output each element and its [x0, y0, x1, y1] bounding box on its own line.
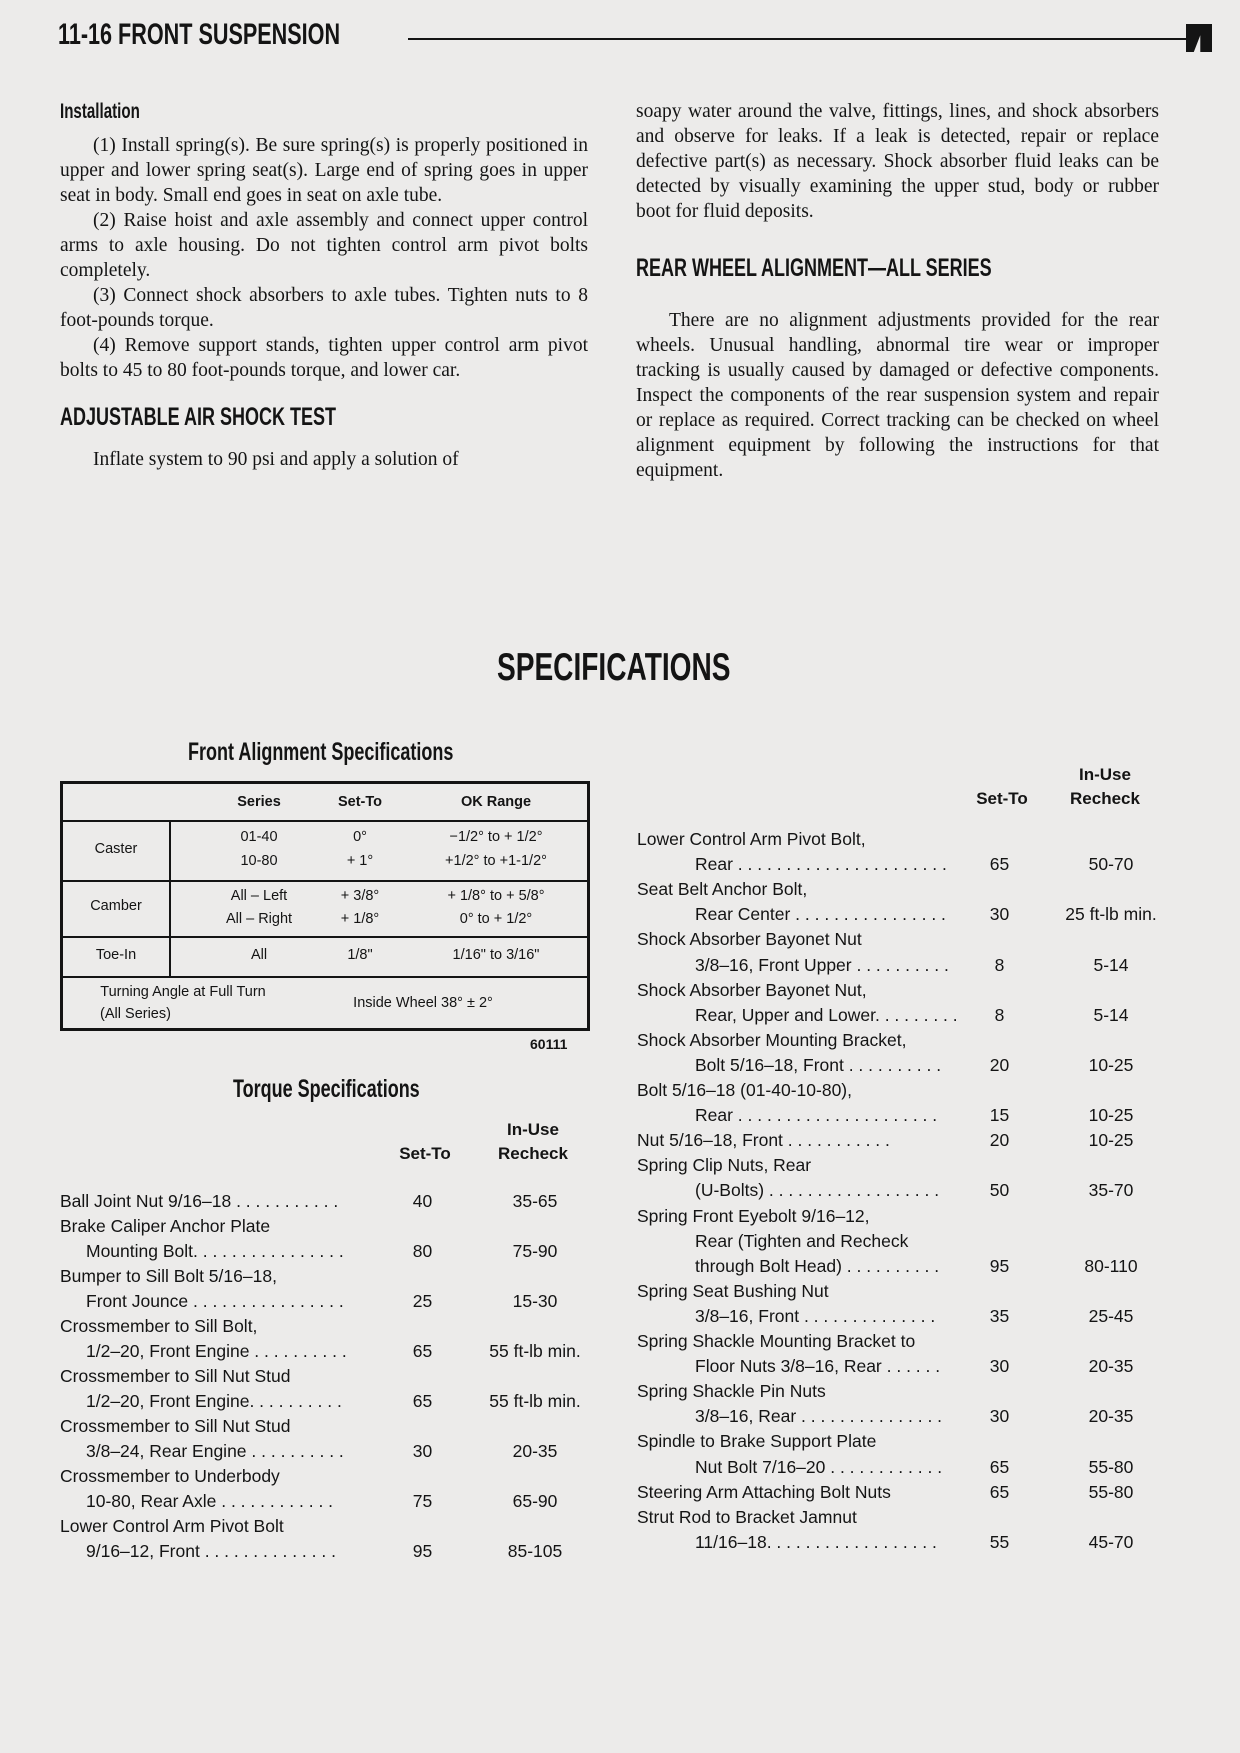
torque-title: Torque Specifications	[233, 1075, 420, 1103]
toe-in-label: Toe-In	[95, 947, 137, 963]
torque-set-to-value: 15	[989, 1105, 1010, 1126]
table-rule	[63, 880, 587, 882]
torque-item-label: Spring Shackle Mounting Bracket to	[637, 1331, 916, 1351]
torque-item-label: Shock Absorber Mounting Bracket,	[637, 1029, 907, 1050]
col-header-ok-range: OK Range	[460, 794, 532, 810]
torque-set-to-value: 65	[989, 1456, 1010, 1477]
torque-recheck-value: 25-45	[1088, 1305, 1134, 1326]
rear-alignment-heading: REAR WHEEL ALIGNMENT—ALL SERIES	[636, 254, 992, 282]
caster-range-2: +1/2° to +1-1/2°	[445, 853, 547, 869]
torque-set-to-value: 8	[994, 1004, 1005, 1025]
left-header-recheck: Recheck	[498, 1144, 568, 1163]
camber-series-2: All – Right	[225, 911, 293, 927]
torque-item-label: Crossmember to Sill Nut Stud	[60, 1366, 291, 1386]
torque-item-label: Lower Control Arm Pivot Bolt,	[637, 829, 866, 849]
torque-item-label: 1/2–20, Front Engine. . . . . . . . . .	[86, 1391, 342, 1411]
torque-item-label: Rear . . . . . . . . . . . . . . . . . . . . .	[695, 1105, 938, 1126]
torque-recheck-value: 85-105	[507, 1541, 563, 1561]
torque-item-label: Shock Absorber Bayonet Nut	[637, 929, 862, 950]
torque-recheck-value: 35-65	[512, 1191, 558, 1211]
turning-angle-label: Turning Angle at Full Turn	[100, 984, 266, 1000]
camber-series-1: All – Left	[230, 888, 288, 904]
torque-recheck-value: 10-25	[1088, 1105, 1134, 1126]
torque-item-label: Crossmember to Sill Bolt,	[60, 1316, 258, 1336]
torque-item-label: Floor Nuts 3/8–16, Rear . . . . . .	[695, 1356, 941, 1377]
torque-recheck-value: 55 ft-lb min.	[489, 1391, 581, 1411]
right-header-in-use: In-Use	[1079, 765, 1131, 784]
torque-item-label: Seat Belt Anchor Bolt,	[637, 879, 808, 900]
torque-item-label: Rear . . . . . . . . . . . . . . . . . . . . . .	[695, 854, 947, 875]
torque-set-to-value: 35	[989, 1305, 1010, 1326]
front-alignment-title: Front Alignment Specifications	[188, 738, 454, 766]
air-shock-paragraph: Inflate system to 90 psi and apply a solution of	[93, 449, 459, 470]
torque-recheck-value: 45-70	[1088, 1531, 1134, 1552]
torque-set-to-value: 80	[412, 1241, 433, 1261]
torque-item-label: Spring Shackle Pin Nuts	[637, 1381, 826, 1402]
page-title: 11-16 FRONT SUSPENSION	[58, 18, 341, 51]
torque-set-to-value: 65	[989, 854, 1010, 875]
torque-recheck-value: 20-35	[1088, 1406, 1134, 1427]
torque-item-label: Lower Control Arm Pivot Bolt	[60, 1516, 284, 1536]
torque-item-label: Bolt 5/16–18 (01-40-10-80),	[637, 1080, 852, 1100]
torque-item-label: Rear Center . . . . . . . . . . . . . . . .	[695, 904, 946, 925]
table-rule	[63, 976, 587, 978]
table-rule	[169, 822, 171, 978]
left-header-in-use: In-Use	[507, 1120, 559, 1139]
camber-label: Camber	[90, 898, 142, 914]
torque-item-label: Spring Seat Bushing Nut	[637, 1280, 829, 1301]
header-rule	[408, 38, 1186, 40]
torque-item-label: 3/8–16, Front . . . . . . . . . . . . . .	[695, 1305, 936, 1326]
torque-recheck-value: 5-14	[1093, 954, 1129, 975]
torque-item-label: 11/16–18. . . . . . . . . . . . . . . . . .	[695, 1531, 937, 1552]
torque-item-label: through Bolt Head) . . . . . . . . . .	[695, 1255, 940, 1276]
installation-step-1: (1) Install spring(s). Be sure spring(s) is properly positioned in upper and lower spring seat(s). Large end of spring goes in upper seat in body. Small end goes in seat on axle tube.	[60, 135, 588, 206]
air-shock-heading: ADJUSTABLE AIR SHOCK TEST	[60, 403, 337, 431]
front-alignment-table	[60, 781, 590, 1031]
torque-set-to-value: 55	[989, 1531, 1010, 1552]
torque-recheck-value: 5-14	[1093, 1004, 1129, 1025]
torque-set-to-value: 20	[989, 1054, 1010, 1075]
turning-angle-series: (All Series)	[100, 1006, 171, 1022]
page-header	[58, 18, 1158, 58]
rear-alignment-paragraph: There are no alignment adjustments provided for the rear wheels. Unusual handling, abnormal tire wear or improper tracking is usually caused by damaged or defective components. Inspect the components of the rear suspension system and repair or replace as required. Correct tracking can be checked on wheel alignment equipment by following the instructions for that equipment.	[636, 310, 1159, 481]
torque-item-label: Brake Caliper Anchor Plate	[60, 1216, 271, 1236]
torque-recheck-value: 35-70	[1088, 1180, 1134, 1201]
left-header-set-to: Set-To	[399, 1144, 451, 1163]
torque-item-label: Front Jounce . . . . . . . . . . . . . . . .	[86, 1291, 344, 1311]
torque-set-to-value: 75	[412, 1491, 433, 1511]
torque-set-to-value: 50	[989, 1180, 1010, 1201]
figure-code: 60111	[530, 1036, 568, 1052]
turning-angle-value: Inside Wheel 38° ± 2°	[353, 995, 493, 1011]
torque-recheck-value: 80-110	[1084, 1255, 1138, 1276]
torque-item-label: 9/16–12, Front . . . . . . . . . . . . . .	[86, 1541, 336, 1561]
caster-label: Caster	[94, 841, 138, 857]
torque-item-label: 3/8–16, Rear . . . . . . . . . . . . . . .	[695, 1406, 943, 1427]
torque-recheck-value: 65-90	[512, 1491, 558, 1511]
col-header-set-to: Set-To	[337, 794, 383, 810]
torque-item-label: Spindle to Brake Support Plate	[637, 1431, 877, 1452]
right-header-set-to: Set-To	[976, 789, 1028, 808]
toe-in-range: 1/16" to 3/16"	[452, 947, 540, 963]
torque-recheck-value: 55 ft-lb min.	[489, 1341, 581, 1361]
torque-item-label: Rear, Upper and Lower. . . . . . . . .	[695, 1004, 958, 1025]
caster-series-2: 10-80	[240, 853, 278, 869]
caster-set-to-2: + 1°	[346, 853, 374, 869]
torque-item-label: Nut Bolt 7/16–20 . . . . . . . . . . . .	[695, 1456, 943, 1477]
torque-set-to-value: 95	[412, 1541, 433, 1561]
section-mark-icon	[1186, 24, 1212, 52]
torque-set-to-value: 30	[989, 904, 1010, 925]
torque-set-to-value: 25	[412, 1291, 433, 1311]
col-header-series: Series	[237, 794, 281, 810]
torque-item-label: 3/8–16, Front Upper . . . . . . . . . .	[695, 954, 949, 975]
torque-item-label: Spring Clip Nuts, Rear	[637, 1155, 812, 1176]
torque-set-to-value: 20	[989, 1130, 1010, 1151]
torque-item-label: 3/8–24, Rear Engine . . . . . . . . . .	[86, 1441, 344, 1461]
torque-recheck-value: 25 ft-lb min.	[1065, 904, 1157, 925]
camber-set-to-2: + 1/8°	[340, 911, 380, 927]
installation-step-2: (2) Raise hoist and axle assembly and connect upper control arms to axle housing. Do not tighten control arm pivot bolts completely.	[60, 210, 588, 281]
caster-series-1: 01-40	[240, 829, 278, 845]
torque-item-label: (U-Bolts) . . . . . . . . . . . . . . . . . .	[695, 1180, 940, 1201]
torque-recheck-value: 75-90	[512, 1241, 558, 1261]
torque-recheck-value: 20-35	[1088, 1356, 1134, 1377]
torque-recheck-value: 15-30	[512, 1291, 558, 1311]
torque-item-label: Nut 5/16–18, Front . . . . . . . . . . .	[637, 1130, 890, 1151]
torque-item-label: Bolt 5/16–18, Front . . . . . . . . . .	[695, 1054, 942, 1075]
installation-step-3: (3) Connect shock absorbers to axle tubes. Tighten nuts to 8 foot-pounds torque.	[60, 285, 588, 331]
specifications-title: SPECIFICATIONS	[497, 646, 731, 689]
torque-item-label: 1/2–20, Front Engine . . . . . . . . . .	[86, 1341, 347, 1361]
camber-set-to-1: + 3/8°	[340, 888, 380, 904]
table-rule	[63, 820, 587, 822]
torque-set-to-value: 65	[412, 1341, 433, 1361]
right-header-recheck: Recheck	[1070, 789, 1140, 808]
torque-item-label: Spring Front Eyebolt 9/16–12,	[637, 1205, 870, 1226]
right-column	[636, 99, 1159, 483]
torque-item-label: Crossmember to Underbody	[60, 1466, 280, 1486]
torque-item-label: Ball Joint Nut 9/16–18 . . . . . . . . . . .	[60, 1191, 339, 1211]
torque-set-to-value: 30	[989, 1406, 1010, 1427]
camber-range-2: 0° to + 1/2°	[459, 911, 533, 927]
torque-recheck-value: 55-80	[1088, 1456, 1134, 1477]
torque-set-to-value: 40	[412, 1191, 433, 1211]
torque-set-to-value: 65	[989, 1481, 1010, 1502]
camber-range-1: + 1/8° to + 5/8°	[447, 888, 545, 904]
torque-set-to-value: 30	[412, 1441, 433, 1461]
torque-item-label: Steering Arm Attaching Bolt Nuts	[637, 1481, 891, 1502]
torque-item-label: Rear (Tighten and Recheck	[695, 1230, 909, 1251]
torque-recheck-value: 55-80	[1088, 1481, 1134, 1502]
torque-recheck-value: 20-35	[512, 1441, 558, 1461]
installation-step-4: (4) Remove support stands, tighten upper control arm pivot bolts to 45 to 80 foot-pounds torque, and lower car.	[60, 335, 588, 381]
torque-item-label: Strut Rod to Bracket Jamnut	[637, 1506, 857, 1527]
torque-set-to-value: 8	[994, 954, 1005, 975]
torque-item-label: Crossmember to Sill Nut Stud	[60, 1416, 291, 1436]
air-shock-continuation: soapy water around the valve, fittings, lines, and shock absorbers and observe for leaks. If a leak is detected, repair or replace defective part(s) as necessary. Shock absorber fluid leaks can be detected by visually examining the upper stud, body or rubber boot for fluid deposits.	[636, 101, 1159, 222]
torque-recheck-value: 10-25	[1088, 1054, 1134, 1075]
torque-item-label: 10-80, Rear Axle . . . . . . . . . . . .	[86, 1491, 334, 1511]
torque-item-label: Mounting Bolt. . . . . . . . . . . . . . . .	[86, 1241, 344, 1261]
installation-heading: Installation	[60, 100, 140, 123]
caster-range-1: −1/2° to + 1/2°	[449, 829, 543, 845]
toe-in-series: All	[250, 947, 268, 963]
torque-recheck-value: 10-25	[1088, 1130, 1134, 1151]
torque-set-to-value: 95	[989, 1255, 1010, 1276]
caster-set-to-1: 0°	[353, 829, 367, 845]
torque-recheck-value: 50-70	[1088, 854, 1134, 875]
table-rule	[63, 936, 587, 938]
torque-set-to-value: 65	[412, 1391, 433, 1411]
toe-in-set-to: 1/8"	[347, 947, 373, 963]
torque-set-to-value: 30	[989, 1356, 1010, 1377]
torque-item-label: Bumper to Sill Bolt 5/16–18,	[60, 1266, 277, 1286]
torque-item-label: Shock Absorber Bayonet Nut,	[637, 979, 867, 1000]
left-column	[60, 99, 588, 472]
